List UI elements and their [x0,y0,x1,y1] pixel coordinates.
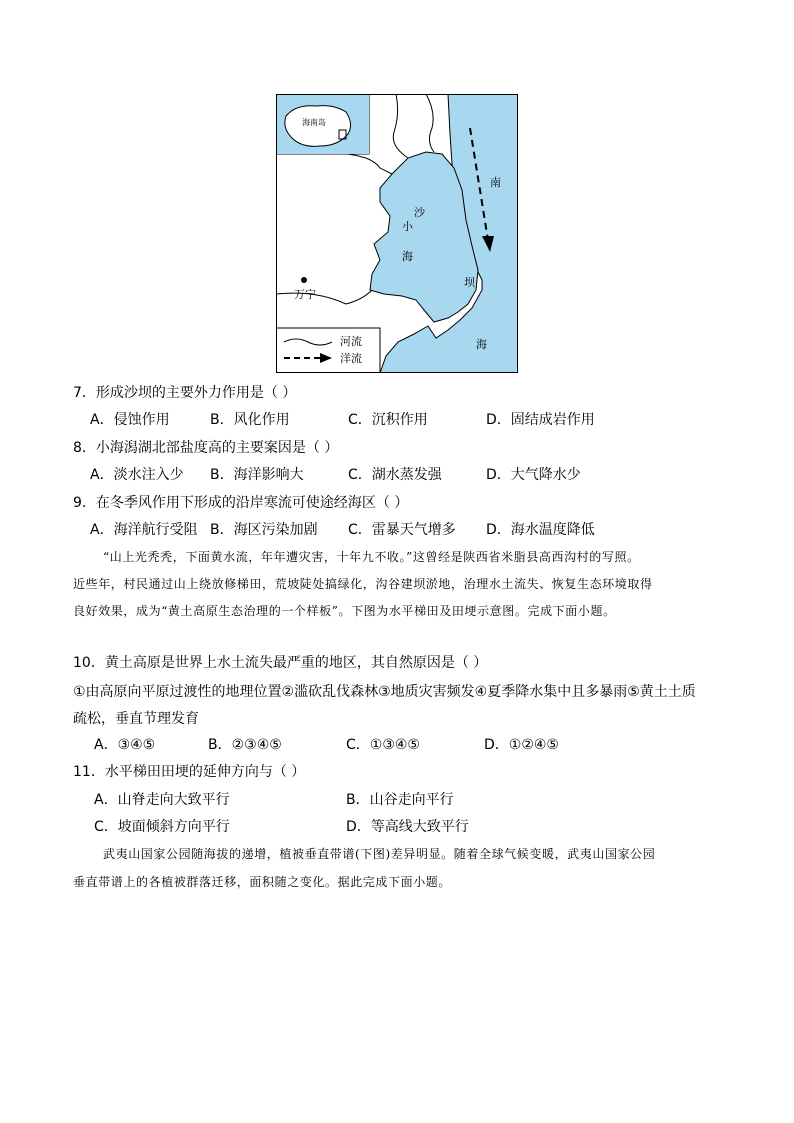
q8-option-d[interactable]: D．大气降水少 [486,467,581,483]
q9-stem: 9．在冬季风作用下形成的沿岸寒流可使途经海区（ ） [73,495,409,511]
q8-option-b[interactable]: B．海洋影响大 [210,467,304,483]
label-nan: 南 [490,176,501,189]
q10-option-b[interactable]: B．②③④⑤ [208,737,282,753]
legend-current-label: 洋流 [340,352,362,365]
passage2-line-1: 武夷山国家公园随海拔的递增，植被垂直带谱(下图)差异明显。随着全球气候变暖，武夷山国家公园 [103,847,656,861]
label-xiao: 小 [402,220,413,233]
q10-option-d[interactable]: D．①②④⑤ [484,737,559,753]
q10-option-c[interactable]: C．①③④⑤ [346,737,420,753]
q10-option-a[interactable]: A．③④⑤ [94,737,156,753]
label-ba: 坝 [464,276,475,289]
legend-box [276,328,380,373]
legend-river-label: 河流 [340,335,362,348]
q7-option-b[interactable]: B．风化作用 [210,412,290,428]
lagoon-map [276,94,518,373]
q7-option-c[interactable]: C．沉积作用 [348,412,428,428]
label-wanning: 万宁 [294,288,316,301]
passage1-line-3: 良好效果，成为“黄土高原生态治理的一个样板”。下图为水平梯田及田埂示意图。完成下面小题。 [73,604,616,618]
q7-option-a[interactable]: A．侵蚀作用 [90,412,170,428]
label-sha: 沙 [414,206,425,219]
inset-label: 海南岛 [302,118,326,127]
q10-statements-line-2: 疏松，垂直节理发育 [73,711,199,727]
q8-stem: 8．小海潟湖北部盐度高的主要案因是（ ） [73,440,339,456]
q9-option-a[interactable]: A．海洋航行受阻 [90,522,198,538]
q11-option-c[interactable]: C．坡面倾斜方向平行 [94,819,230,835]
q11-option-d[interactable]: D．等高线大致平行 [346,819,469,835]
q9-option-c[interactable]: C．雷暴天气增多 [348,522,456,538]
passage1-line-2: 近些年，村民通过山上绕放修梯田，荒坡陡处搞绿化，沟谷建坝淤地，治理水土流失、恢复生态环境取得 [73,577,653,591]
q10-statements-line-1: ①由高原向平原过渡性的地理位置②滥砍乱伐森林③地质灾害频发④夏季降水集中且多暴雨⑤黄土土质 [73,684,696,700]
q11-option-a[interactable]: A．山脊走向大致平行 [94,792,230,808]
q11-option-b[interactable]: B．山谷走向平行 [346,792,454,808]
wanning-dot [301,277,307,283]
q7-stem: 7．形成沙坝的主要外力作用是（ ） [73,385,297,401]
passage1-line-1: “山上光秃秃，下面黄水流，年年遭灾害，十年九不收。”这曾经是陕西省米脂县高西沟村的写照。 [103,550,640,564]
q11-stem: 11．水平梯田田埂的延伸方向与（ ） [73,764,306,780]
q10-stem: 10．黄土高原是世界上水土流失最严重的地区，其自然原因是（ ） [73,655,488,671]
q8-option-c[interactable]: C．湖水蒸发强 [348,467,442,483]
label-hai: 海 [402,250,413,263]
label-hai2: 海 [476,338,487,351]
q9-option-b[interactable]: B．海区污染加剧 [210,522,318,538]
passage2-line-2: 垂直带谱上的各植被群落迁移，面积随之变化。据此完成下面小题。 [73,875,452,889]
q8-option-a[interactable]: A．淡水注入少 [90,467,184,483]
q7-option-d[interactable]: D．固结成岩作用 [486,412,595,428]
q9-option-d[interactable]: D．海水温度降低 [486,522,595,538]
